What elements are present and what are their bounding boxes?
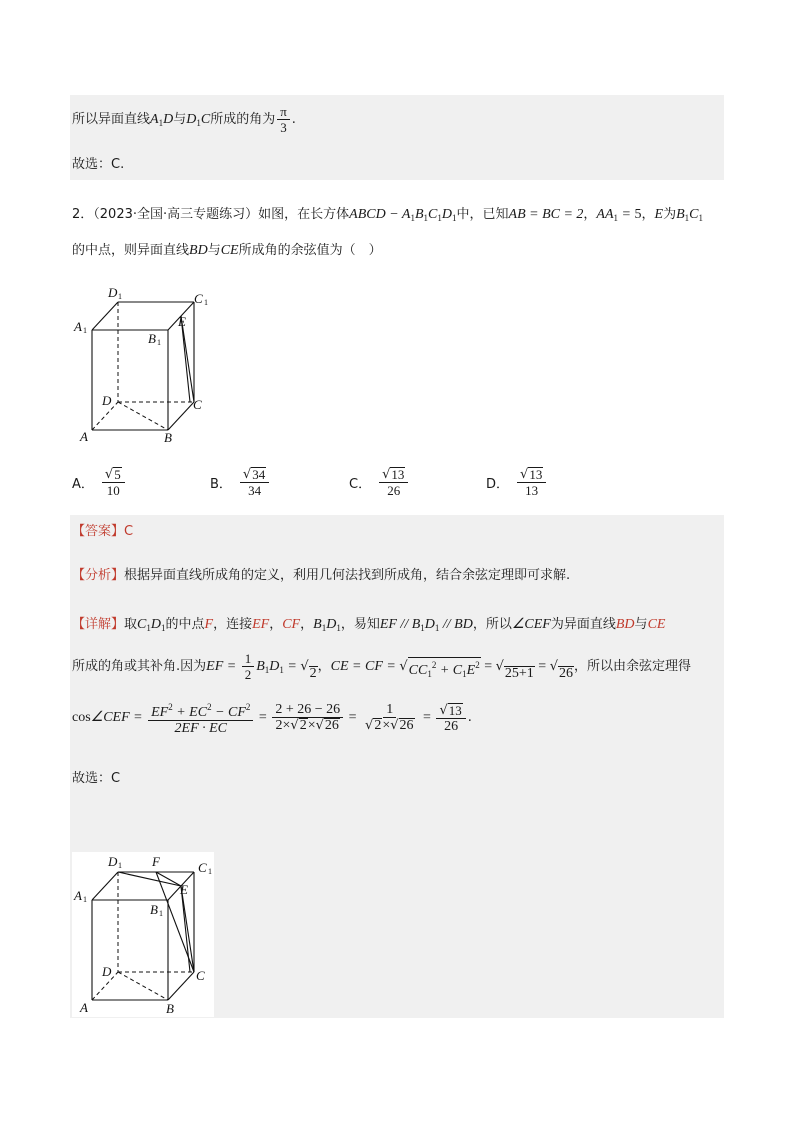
option-b[interactable]: B． √ 34 34 xyxy=(210,466,271,498)
label-F-sol: F xyxy=(152,854,160,869)
svg-text:1: 1 xyxy=(118,292,122,301)
detail-choice: 故选：C xyxy=(72,771,121,786)
label-B1-sol: B xyxy=(150,902,158,917)
label-E: E xyxy=(178,314,186,329)
label-C-sol: C xyxy=(196,968,205,983)
question-2-stem-line1: 2．（2023·全国·高三专题练习）如图，在长方体ABCD − $A_1B_1C_1D_1$中，已知AB = BC = 2，$AA_1 = 5$，E为$B_1C_1$ xyxy=(72,207,703,223)
cuboid-figure-solution xyxy=(72,852,214,1017)
question-2-stem-line2: 的中点，则异面直线BD与CE所成角的余弦值为（ ） xyxy=(72,243,382,258)
analysis-line: 【分析】根据异面直线所成角的定义，利用几何法找到所成角，结合余弦定理即可求解. xyxy=(72,568,571,583)
svg-text:1: 1 xyxy=(204,298,208,307)
option-d[interactable]: D． √ 13 13 xyxy=(486,466,548,498)
label-D: D xyxy=(102,393,112,408)
detail-line2: 所成的角或其补角.因为EF = $\frac{1}{2}$ $B_1D_1$ = √ 2 ，CE = CF = √ $CC_1^2 + C_1E^2$ = √ 25+1 = √ 26 ，所以由余弦定理得 xyxy=(72,651,692,682)
label-A1: A xyxy=(74,319,82,334)
option-a[interactable]: A． √ 5 10 xyxy=(72,466,127,498)
svg-text:1: 1 xyxy=(157,338,161,347)
label-A-sol: A xyxy=(80,1000,88,1015)
label-A1-sol: A xyxy=(74,888,82,903)
cuboid-figure-question xyxy=(72,284,222,449)
label-D-sol: D xyxy=(102,964,112,979)
answer-line: 【答案】C xyxy=(72,524,134,539)
svg-text:1: 1 xyxy=(83,326,87,335)
detail-line1: 【详解】取$C_1D_1$的中点F，连接EF，CF，$B_1D_1$，易知EF // $B_1D_1$ // BD，所以∠CEF为异面直线BD与CE xyxy=(72,617,666,633)
label-B1: B xyxy=(148,331,156,346)
label-C1-sol: C xyxy=(198,860,207,875)
label-D1-sol: D xyxy=(108,854,118,869)
label-D1: D xyxy=(108,285,118,300)
label-C: C xyxy=(193,397,202,412)
svg-text:1: 1 xyxy=(208,867,212,876)
detail-cosine-formula: cos∠CEF = $\frac{EF^2 + EC^2 - CF^2}{2EF \cdot EC}$ = 2 + 26 − 26 2× √ 2 × √ 26 = 1 √ 2 × √ 26 = √ 13 26 . xyxy=(72,701,472,736)
svg-text:1: 1 xyxy=(159,909,163,918)
svg-text:1: 1 xyxy=(83,895,87,904)
option-c[interactable]: C． √ 13 26 xyxy=(349,466,410,498)
label-C1: C xyxy=(194,291,203,306)
svg-text:1: 1 xyxy=(118,861,122,870)
label-E-sol: E xyxy=(180,882,188,897)
label-B-sol: B xyxy=(166,1001,174,1016)
label-B: B xyxy=(164,430,172,445)
label-A: A xyxy=(80,429,88,444)
prev-conclusion-line: 所以异面直线$A_1D$与$D_1C$所成的角为 $\frac{\pi}{3}$ . xyxy=(72,104,296,135)
prev-choice: 故选：C. xyxy=(72,157,125,172)
angle-fraction: $\frac{\pi}{3}$ xyxy=(277,104,290,135)
